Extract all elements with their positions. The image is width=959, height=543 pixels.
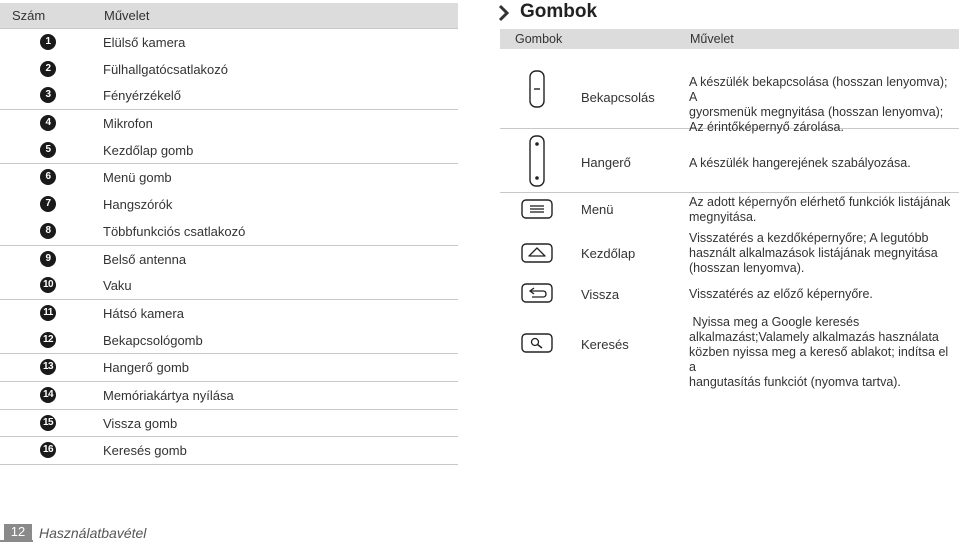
table-row xyxy=(0,437,458,464)
table-row xyxy=(0,382,458,409)
page-number: 12 xyxy=(4,524,32,540)
number-badge: 11 xyxy=(40,305,56,321)
parts-group xyxy=(0,436,458,465)
table-row xyxy=(0,354,458,381)
parts-table xyxy=(0,3,458,465)
buttons-table-header xyxy=(500,29,959,49)
parts-group xyxy=(0,109,458,163)
button-name: Menü xyxy=(581,202,614,217)
table-row xyxy=(500,227,959,279)
header-number: Szám xyxy=(12,8,46,23)
table-row xyxy=(0,164,458,191)
number-badge: 7 xyxy=(40,196,56,212)
part-label: Vissza gomb xyxy=(103,415,178,431)
parts-group xyxy=(0,381,458,409)
chapter-title: Használatbavétel xyxy=(39,525,147,541)
number-badge: 13 xyxy=(40,359,56,375)
part-label: Mikrofon xyxy=(103,116,153,132)
menu-icon xyxy=(515,198,559,220)
part-label: Memóriakártya nyílása xyxy=(103,387,234,403)
part-label: Vaku xyxy=(103,278,132,294)
number-badge: 5 xyxy=(40,142,56,158)
parts-group xyxy=(0,245,458,299)
parts-table-header xyxy=(0,3,458,28)
button-description: A készülék hangerejének szabályozása. xyxy=(689,156,911,170)
button-name: Keresés xyxy=(581,337,629,352)
table-row xyxy=(500,129,959,193)
buttons-table xyxy=(500,29,959,389)
header-button: Gombok xyxy=(515,32,563,46)
parts-group xyxy=(0,28,458,109)
parts-group xyxy=(0,163,458,244)
table-row xyxy=(500,49,959,134)
header-operation: Művelet xyxy=(104,8,150,23)
table-row xyxy=(500,307,959,389)
number-badge: 2 xyxy=(40,61,56,77)
volume-button-icon xyxy=(515,134,559,188)
table-row xyxy=(0,29,458,56)
part-label: Hangerő gomb xyxy=(103,360,189,376)
part-label: Elülső kamera xyxy=(103,35,186,50)
table-row xyxy=(0,246,458,273)
footer-divider xyxy=(0,540,33,542)
number-badge: 3 xyxy=(40,87,56,103)
back-icon xyxy=(515,282,559,304)
header-operation: Művelet xyxy=(690,32,734,46)
button-name: Vissza xyxy=(581,287,620,302)
button-description: Visszatérés az előző képernyőre. xyxy=(689,287,873,301)
table-row xyxy=(0,300,458,327)
part-label: Hátsó kamera xyxy=(103,305,184,321)
table-row xyxy=(0,191,458,218)
number-badge: 6 xyxy=(40,169,56,185)
button-description: A készülék bekapcsolása (hosszan lenyomva); A gyorsmenük megnyitása (hosszan lenyomva); Az érintőképernyő zárolása. xyxy=(689,75,948,134)
number-badge: 4 xyxy=(40,115,56,131)
parts-group xyxy=(0,353,458,381)
part-label: Keresés gomb xyxy=(103,443,187,459)
parts-group xyxy=(0,299,458,353)
table-row xyxy=(0,56,458,83)
section-title: Gombok xyxy=(520,1,598,22)
search-icon xyxy=(515,332,559,354)
part-label: Hangszórók xyxy=(103,197,173,213)
number-badge: 1 xyxy=(40,34,56,50)
table-row xyxy=(500,193,959,227)
part-label: Kezdőlap gomb xyxy=(103,142,194,158)
number-badge: 15 xyxy=(40,415,56,431)
number-badge: 12 xyxy=(40,332,56,348)
part-label: Menü gomb xyxy=(103,170,172,186)
number-badge: 10 xyxy=(40,277,56,293)
table-row xyxy=(0,137,458,164)
parts-group xyxy=(0,409,458,437)
part-label: Fülhallgatócsatlakozó xyxy=(103,61,229,77)
number-badge: 16 xyxy=(40,442,56,458)
number-badge: 9 xyxy=(40,251,56,267)
button-name: Bekapcsolás xyxy=(581,90,655,105)
number-badge: 14 xyxy=(40,387,56,403)
button-description: Az adott képernyőn elérhető funkciók listájának megnyitása. xyxy=(689,195,951,224)
part-label: Bekapcsológomb xyxy=(103,332,203,348)
button-description: Nyissa meg a Google keresés alkalmazást;Valamely alkalmazás használata közben nyissa meg a kereső ablakot; indítsa el a hangutasítás funkciót (nyomva tartva). xyxy=(689,315,949,389)
button-description: Visszatérés a kezdőképernyőre; A legutóbb használt alkalmazások listájának megnyitása (hosszan lenyomva). xyxy=(689,231,938,275)
home-icon xyxy=(515,242,559,264)
table-row xyxy=(0,272,458,299)
part-label: Belső antenna xyxy=(103,251,187,267)
table-row xyxy=(0,410,458,437)
button-name: Kezdőlap xyxy=(581,246,636,261)
number-badge: 8 xyxy=(40,223,56,239)
part-label: Többfunkciós csatlakozó xyxy=(103,223,246,239)
table-row xyxy=(0,110,458,137)
power-button-icon xyxy=(515,63,559,113)
table-row xyxy=(0,218,458,245)
table-row xyxy=(0,327,458,354)
chevron-right-icon xyxy=(498,4,510,22)
table-row xyxy=(500,279,959,307)
table-row xyxy=(0,82,458,109)
button-name: Hangerő xyxy=(581,155,631,170)
part-label: Fényérzékelő xyxy=(103,88,182,104)
